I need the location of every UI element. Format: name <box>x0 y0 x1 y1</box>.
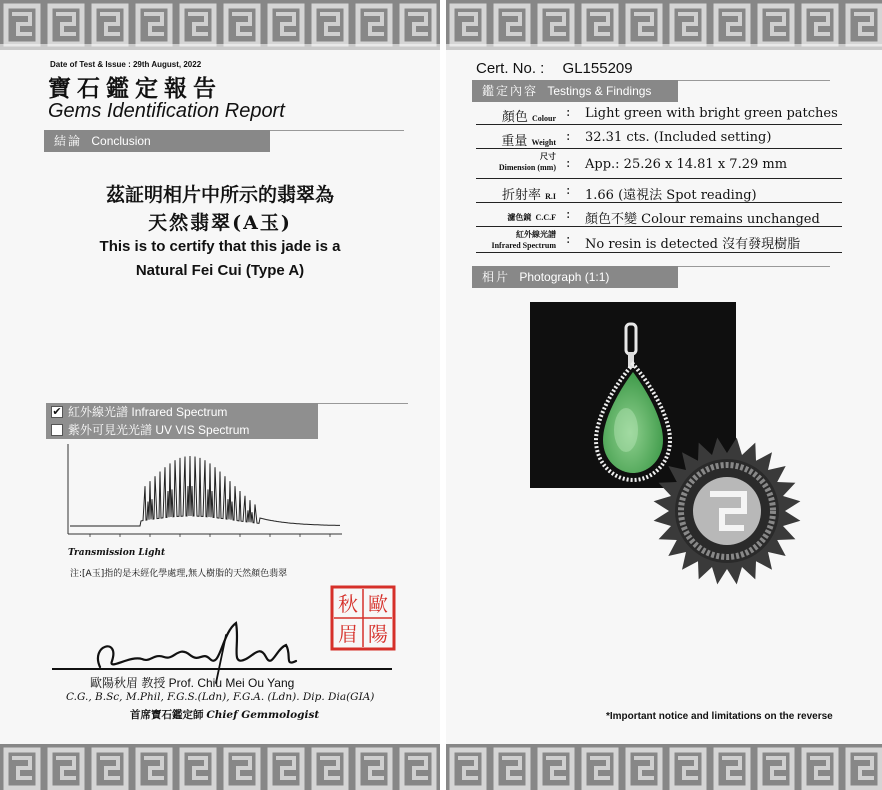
finding-value: 32.31 cts. (Included setting) <box>585 130 772 145</box>
svg-text:眉: 眉 <box>338 622 358 646</box>
conclusion-label-zh: 結論 <box>54 134 83 148</box>
signature-line <box>52 668 392 670</box>
finding-value: 1.66 (遠視法 Spot reading) <box>585 188 757 203</box>
testing-label-en: Testings & Findings <box>547 84 652 98</box>
certify-statement-zh-2: 天然翡翠(A玉) <box>148 212 292 234</box>
finding-row-dimension <box>476 149 842 179</box>
finding-row-ccf <box>476 203 842 227</box>
checkbox-checked-icon: ✔ <box>52 406 62 418</box>
finding-label: 顏色 Colour <box>501 110 556 125</box>
signatory-title-zh: 首席寶石鑑定師 <box>130 709 204 721</box>
security-pattern-bottom <box>0 744 440 790</box>
finding-colon: : <box>566 207 571 222</box>
signatory-name: 歐陽秋眉 教授 Prof. Chiu Mei Ou Yang <box>90 676 295 690</box>
finding-colon: : <box>566 156 571 171</box>
red-seal-stamp <box>330 585 396 651</box>
finding-label: 濾色鏡 C.C.F <box>507 213 556 222</box>
security-pattern-bottom <box>446 744 882 790</box>
finding-label: 紅外線光譜 Infrared Spectrum <box>491 230 556 250</box>
finding-row-colour <box>476 101 842 125</box>
type-a-note: 注:[A玉]指的是未經化學處理,無人樹脂的天然顏色翡翠 <box>70 569 288 579</box>
photo-label-en: Photograph (1:1) <box>519 270 610 284</box>
photo-label-zh: 相片 <box>482 270 511 284</box>
spectrum-label-en: Infrared Spectrum <box>131 405 228 419</box>
finding-colon: : <box>566 129 571 144</box>
signatory-title-en: Chief Gemmologist <box>206 709 320 721</box>
finding-colon: : <box>566 232 571 247</box>
section-divider <box>318 403 408 404</box>
infrared-spectrum-graph <box>60 440 350 540</box>
test-date: Date of Test & Issue : 29th August, 2022 <box>50 60 202 69</box>
section-divider <box>678 266 830 267</box>
finding-label: 折射率 R.I <box>501 188 556 203</box>
important-notice: *Important notice and limitations on the reverse <box>606 711 833 722</box>
certify-statement-en-1: This is to certify that this jade is a <box>99 238 341 255</box>
spectrum-option-infrared <box>46 403 318 421</box>
certify-statement-en-2: Natural Fei Cui (Type A) <box>135 262 305 279</box>
svg-text:歐: 歐 <box>368 592 388 616</box>
report-title-en: Gems Identification Report <box>48 100 285 122</box>
svg-text:陽: 陽 <box>368 622 388 646</box>
spectrum-label-en: UV VIS Spectrum <box>155 423 250 437</box>
cert-no-label: Cert. No. : <box>476 60 545 77</box>
left-page <box>0 0 440 790</box>
finding-label: 尺寸 Dimension (mm) <box>498 152 556 172</box>
conclusion-label-en: Conclusion <box>91 134 151 148</box>
finding-row-infrared <box>476 227 842 253</box>
report-title-zh: 寶石鑑定報告 <box>48 75 222 102</box>
section-divider <box>270 130 404 131</box>
section-divider <box>678 80 830 81</box>
hologram-seal <box>652 436 802 586</box>
signatory-title <box>130 707 319 722</box>
finding-value: No resin is detected 沒有發現樹脂 <box>585 237 801 252</box>
spectrum-label-zh: 紅外線光譜 <box>68 405 129 419</box>
svg-text:秋: 秋 <box>338 592 358 616</box>
conclusion-section-header <box>44 130 270 152</box>
certify-statement-zh-1: 茲証明相片中所示的翡翠為 <box>105 184 334 206</box>
spectrum-label-zh: 紫外可見光光譜 <box>68 423 153 437</box>
finding-row-weight <box>476 125 842 149</box>
finding-value: App.: 25.26 x 14.81 x 7.29 mm <box>585 157 788 172</box>
security-pattern-top <box>0 0 440 50</box>
transmission-light-label: Transmission Light <box>68 548 166 558</box>
security-pattern-top <box>446 0 882 50</box>
right-page <box>446 0 882 790</box>
testing-label-zh: 鑑定內容 <box>482 84 539 98</box>
testing-section-header <box>472 80 678 102</box>
finding-colon: : <box>566 105 571 120</box>
finding-value: Light green with bright green patches <box>585 106 838 121</box>
certificate-number <box>476 60 633 77</box>
finding-value: 顏色不變 Colour remains unchanged <box>585 212 820 227</box>
checkbox-empty-icon <box>51 424 63 436</box>
cert-no-value: GL155209 <box>562 60 633 77</box>
finding-colon: : <box>566 183 571 198</box>
finding-label: 重量 Weight <box>501 134 556 149</box>
finding-row-ri <box>476 179 842 203</box>
spectrum-option-uv-vis <box>46 421 318 439</box>
signatory-qualifications: C.G., B.Sc, M.Phil, F.G.S.(Ldn), F.G.A. (Ldn). Dip. Dia(GIA) <box>66 691 375 703</box>
photograph-section-header <box>472 266 678 288</box>
